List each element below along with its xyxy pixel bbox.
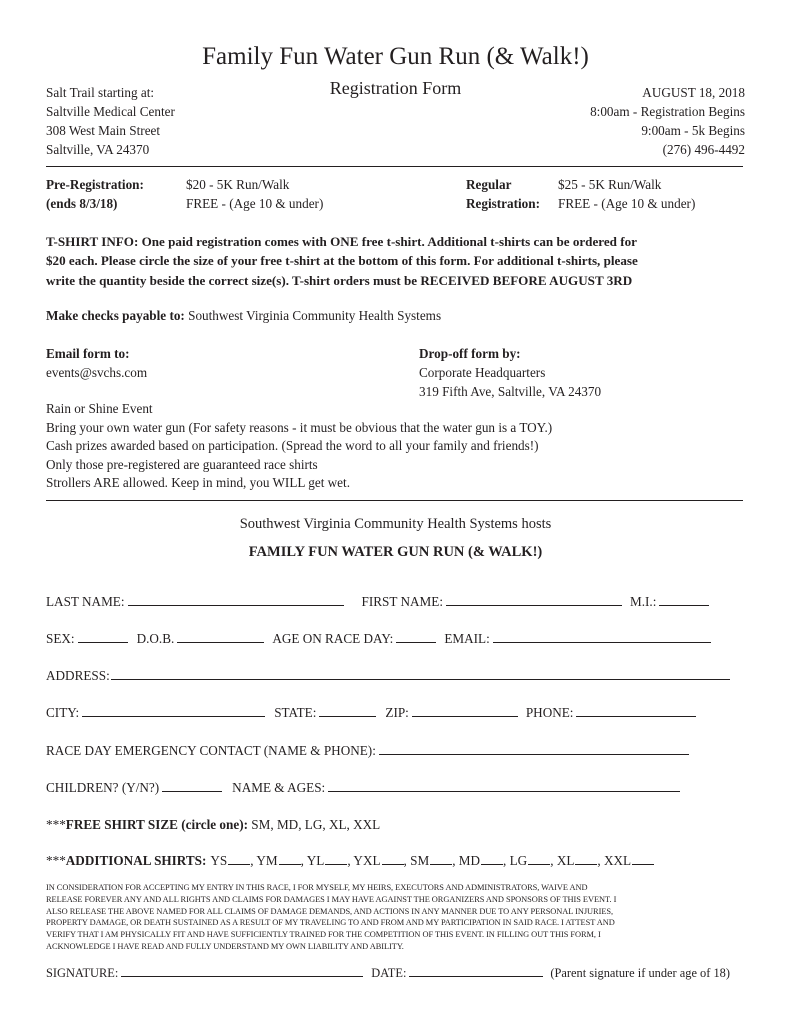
size-qty-field[interactable] — [325, 851, 347, 865]
size-qty-field[interactable] — [279, 851, 301, 865]
date-label: DATE: — [371, 966, 407, 980]
address-row — [46, 666, 730, 685]
last-name-label: LAST NAME: — [46, 594, 125, 609]
size-label: YM — [256, 853, 278, 868]
children-row — [46, 778, 680, 797]
payable-label: Make checks payable to: — [46, 308, 185, 323]
size-qty-field[interactable] — [382, 851, 404, 865]
tshirt-info: T-SHIRT INFO: One paid registration comes with ONE free t-shirt. Additional t-shirts can be ordered for $20 each. Please circle the size of your free t-shirt at the bottom of this form. For additional t-shirts, please write the quantity beside the correct size(s). T-shirt orders must be RECEIVED BEFORE AUGUST 3RD — [46, 234, 638, 288]
names-ages-field[interactable] — [328, 778, 680, 792]
mi-field[interactable] — [659, 592, 709, 606]
size-label: YL — [306, 853, 325, 868]
location-block — [46, 83, 175, 159]
event-date: AUGUST 18, 2018 — [642, 85, 745, 100]
location-line: Saltville Medical Center — [46, 104, 175, 119]
first-name-field[interactable] — [446, 592, 622, 606]
signature-label: SIGNATURE: — [46, 966, 119, 980]
size-label: MD — [458, 853, 481, 868]
email-field[interactable] — [493, 629, 711, 643]
free-shirt-row — [46, 815, 380, 834]
size-qty-field[interactable] — [228, 851, 250, 865]
location-line: Salt Trail starting at: — [46, 85, 155, 100]
size-label: YS — [210, 853, 228, 868]
phone-field[interactable] — [576, 703, 696, 717]
names-ages-label: NAME & AGES: — [232, 780, 326, 795]
form-host: Southwest Virginia Community Health Systems hosts — [239, 516, 552, 532]
zip-field[interactable] — [412, 703, 518, 717]
dropoff-line: Corporate Headquarters — [419, 365, 546, 380]
size-label: XL — [556, 853, 575, 868]
emergency-field[interactable] — [379, 741, 689, 755]
last-name-field[interactable] — [128, 592, 344, 606]
free-shirt-sizes[interactable]: SM, MD, LG, XL, XXL — [248, 817, 381, 832]
pre-registration-prices: $20 - 5K Run/Walk FREE - (Age 10 & under) — [186, 177, 324, 211]
event-info-block — [590, 83, 745, 159]
note-item: Rain or Shine Event — [46, 401, 153, 416]
size-label: LG — [509, 853, 528, 868]
first-name-label: FIRST NAME: — [361, 594, 443, 609]
note-item: Bring your own water gun (For safety reasons - it must be obvious that the water gun is a TOY.) — [46, 419, 553, 435]
dob-label: D.O.B. — [136, 631, 175, 646]
date-field[interactable] — [409, 963, 543, 977]
size-label: XXL — [604, 853, 632, 868]
dob-field[interactable] — [177, 629, 264, 643]
regular-registration-label: Regular Registration: — [466, 177, 540, 211]
event-phone: (276) 496-4492 — [662, 142, 745, 157]
page-title: Family Fun Water Gun Run (& Walk!) — [202, 43, 589, 70]
note-item: Only those pre-registered are guaranteed race shirts — [46, 456, 318, 472]
mi-label: M.I.: — [630, 594, 657, 609]
add-shirt-label: ADDITIONAL SHIRTS: — [65, 853, 207, 868]
location-line: Saltville, VA 24370 — [46, 142, 150, 157]
zip-label: ZIP: — [385, 705, 409, 720]
sex-field[interactable] — [78, 629, 128, 643]
email-address: events@svchs.com — [46, 365, 148, 380]
children-label: CHILDREN? (Y/N?) — [46, 780, 160, 795]
dropoff-label: Drop-off form by: — [419, 346, 521, 361]
city-field[interactable] — [82, 703, 265, 717]
note-item: Strollers ARE allowed. Keep in mind, you WILL get wet. — [46, 475, 350, 491]
event-registration-time: 8:00am - Registration Begins — [590, 104, 745, 119]
divider — [46, 166, 743, 167]
signature-row — [46, 963, 730, 983]
size-label: YXL — [353, 853, 381, 868]
size-qty-field[interactable] — [575, 851, 597, 865]
waiver-text: IN CONSIDERATION FOR ACCEPTING MY ENTRY IN THIS RACE, I FOR MYSELF, MY HEIRS, EXECUTORS AND ADMINISTRATORS, WAIVE AND RELEASE FOREVER ANY AND ALL RIGHTS AND CLAIMS FOR DAMAGES I MAY HAVE AGAINST THE ORGANIZERS AND SPONSORS OF THIS EVENT. I ALSO RELEASE THE ABOVE NAMED FOR ALL CLAIMS OF DAMAGE DEMANDS, AND ACTIONS IN ANY MANNER DUE TO ANY PERSONAL INJURIES, PROPERTY DAMAGE, OR DEATH SUSTAINED AS A RESULT OF MY TRAVELING TO AND FROM AND MY PARTICIPATION IN SAID RACE. I ATTEST AND VERIFY THAT I AM PHYSICALLY FIT AND HAVE SUFFICIENTLY TRAINED FOR THE COMPETITION OF THIS EVENT. IN FILLING OUT THIS FORM, I ACKNOWLEDGE I HAVE READ AND FULLY UNDERSTAND MY OWN LIABILITY AND ABILITY. — [46, 883, 617, 951]
dropoff-line: 319 Fifth Ave, Saltville, VA 24370 — [419, 384, 602, 399]
size-qty-field[interactable] — [481, 851, 503, 865]
email-label: Email form to: — [46, 346, 130, 361]
sex-label: SEX: — [46, 631, 75, 646]
personal-row — [46, 629, 711, 648]
signature-field[interactable] — [121, 963, 363, 977]
note-item: Cash prizes awarded based on participation. (Spread the word to all your family and friends!) — [46, 438, 539, 454]
city-row — [46, 703, 696, 722]
payable-value: Southwest Virginia Community Health Systems — [184, 308, 442, 323]
location-line: 308 West Main Street — [46, 123, 161, 138]
phone-label: PHONE: — [525, 705, 574, 720]
form-heading: FAMILY FUN WATER GUN RUN (& WALK!) — [248, 544, 543, 560]
event-start-time: 9:00am - 5k Begins — [641, 123, 745, 138]
size-qty-field[interactable] — [632, 851, 654, 865]
free-shirt-stars: *** — [46, 817, 66, 832]
payable-to — [46, 306, 441, 325]
pre-registration-label: Pre-Registration: (ends 8/3/18) — [46, 177, 144, 211]
dropoff-block — [419, 344, 601, 401]
page-subtitle: Registration Form — [329, 78, 462, 98]
regular-registration-prices: $25 - 5K Run/Walk FREE - (Age 10 & under) — [558, 177, 696, 211]
address-label: ADDRESS: — [46, 668, 110, 683]
divider — [46, 500, 743, 501]
children-field[interactable] — [162, 778, 222, 792]
state-field[interactable] — [319, 703, 376, 717]
parent-note: (Parent signature if under age of 18) — [550, 966, 730, 980]
emergency-label: RACE DAY EMERGENCY CONTACT (NAME & PHONE): — [46, 743, 376, 758]
age-field[interactable] — [396, 629, 436, 643]
emergency-row — [46, 741, 689, 760]
state-label: STATE: — [274, 705, 317, 720]
add-shirt-stars: *** — [46, 853, 66, 868]
size-label: SM — [410, 853, 430, 868]
free-shirt-label: FREE SHIRT SIZE (circle one): — [65, 817, 248, 832]
notes-block — [46, 400, 552, 493]
email-field-label: EMAIL: — [444, 631, 490, 646]
size-qty-field[interactable] — [528, 851, 550, 865]
additional-shirts-row: ***ADDITIONAL SHIRTS: YS , YM , YL , YXL , SM , MD , LG , XL , XXL — [46, 851, 654, 870]
city-label: CITY: — [46, 705, 80, 720]
address-field[interactable] — [111, 666, 730, 680]
size-qty-field[interactable] — [430, 851, 452, 865]
age-label: AGE ON RACE DAY: — [272, 631, 394, 646]
name-row — [46, 592, 709, 611]
email-block — [46, 344, 147, 382]
